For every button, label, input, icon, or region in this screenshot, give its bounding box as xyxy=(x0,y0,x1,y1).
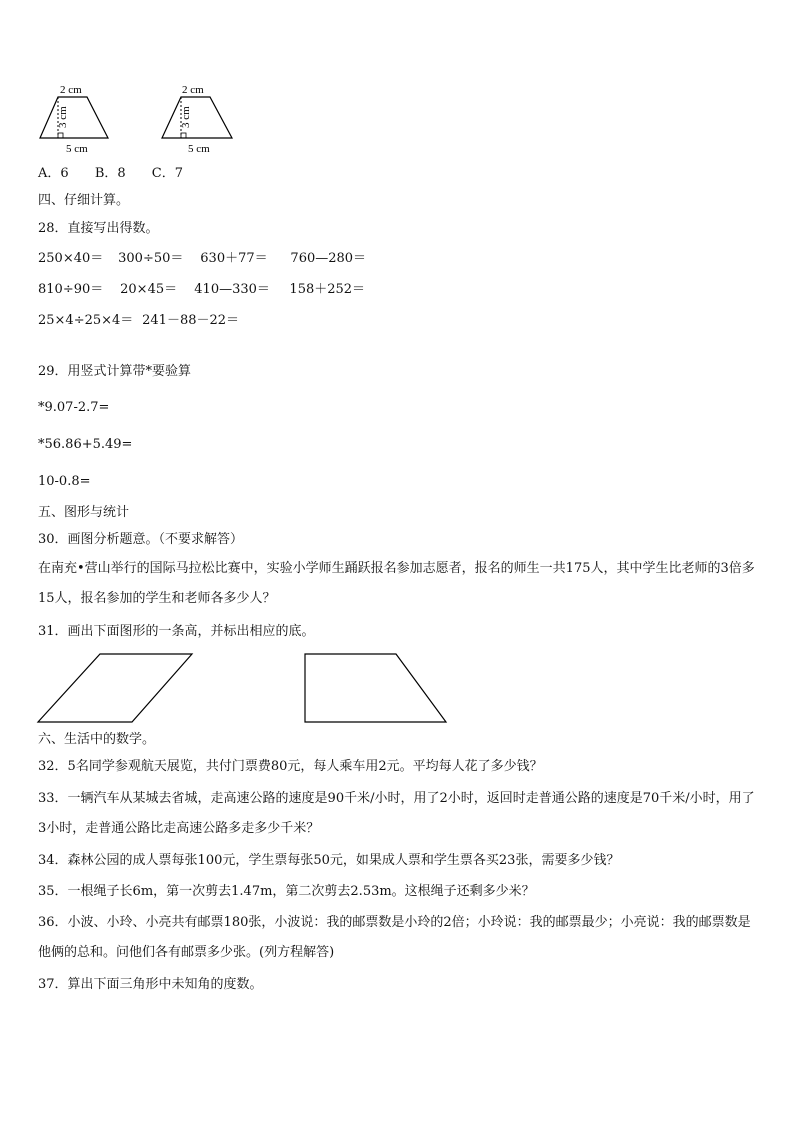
trap2-bottom-label: 5 cm xyxy=(188,143,210,155)
option-c[interactable]: C．7 xyxy=(151,166,183,181)
q34: 34．森林公园的成人票每张100元，学生票每张50元，如果成人票和学生票各买23张，需要多少钱？ xyxy=(38,853,620,868)
calc-item: 250×40＝ xyxy=(38,251,104,266)
q27-options xyxy=(38,166,183,182)
parallelogram xyxy=(38,654,192,722)
calc-item: 25×4÷25×4＝ xyxy=(38,313,134,328)
q33: 33．一辆汽车从某城去省城，走高速公路的速度是90千米/小时，用了2小时，返回时走普通公路的速度是70千米/小时，用了3小时，走普通公路比走高速公路多走多少千米？ xyxy=(38,791,755,836)
q30-title: 30．画图分析题意。（不要求解答） xyxy=(38,532,244,547)
q36: 36．小波、小玲、小亮共有邮票180张，小波说：我的邮票数是小玲的2倍；小玲说：我的邮票最少；小亮说：我的邮票数是他俩的总和。问他们各有邮票多少张。(列方程解答) xyxy=(38,915,751,960)
trapezoid-figures xyxy=(0,0,794,160)
calc-item: 20×45＝ xyxy=(120,282,178,297)
trap2-height-label: 3 cm xyxy=(180,106,192,128)
calc-item: 300÷50＝ xyxy=(118,251,184,266)
q31-title: 31．画出下面图形的一条高，并标出相应的底。 xyxy=(38,624,315,639)
calc-item: 630＋77＝ xyxy=(200,251,268,266)
section-4-heading: 四、仔细计算。 xyxy=(38,193,130,208)
calc-item: 810÷90＝ xyxy=(38,282,104,297)
q35: 35．一根绳子长6m，第一次剪去1.47m，第二次剪去2.53m。这根绳子还剩多少米？ xyxy=(38,884,535,899)
q29-item-2: *56.86+5.49= xyxy=(38,437,133,452)
q29-item-3: 10-0.8= xyxy=(38,474,91,489)
q29-title: 29．用竖式计算带*要验算 xyxy=(38,364,192,379)
calc-item: 760—280＝ xyxy=(290,251,367,266)
trap1-bottom-label: 5 cm xyxy=(66,143,88,155)
trapezoid-1 xyxy=(40,84,108,155)
calc-item: 410—330＝ xyxy=(194,282,270,297)
trap2-top-label: 2 cm xyxy=(182,84,204,96)
q29-item-1: *9.07-2.7= xyxy=(38,400,110,415)
trap1-height-label: 3 cm xyxy=(57,106,69,128)
q28-row-2 xyxy=(38,282,365,298)
q28-row-1 xyxy=(38,251,366,267)
q37: 37．算出下面三角形中未知角的度数。 xyxy=(38,977,263,992)
q28-title: 28．直接写出得数。 xyxy=(38,221,159,236)
trapezoid-2 xyxy=(162,84,232,155)
option-a[interactable]: A．6 xyxy=(38,166,69,181)
trap1-top-label: 2 cm xyxy=(60,84,82,96)
q30-text: 在南充•营山举行的国际马拉松比赛中，实验小学师生踊跃报名参加志愿者，报名的师生一共175人，其中学生比老师的3倍多15人，报名参加的学生和老师各多少人？ xyxy=(38,561,755,606)
q28-row-3 xyxy=(38,313,239,329)
calc-item: 158＋252＝ xyxy=(289,282,366,297)
right-trapezoid xyxy=(305,654,446,722)
section-6-heading: 六、生活中的数学。 xyxy=(38,732,156,747)
q32: 32．5名同学参观航天展览，共付门票费80元，每人乘车用2元。平均每人花了多少钱？ xyxy=(38,759,543,774)
q31-figures xyxy=(0,648,794,728)
calc-item: 241－88－22＝ xyxy=(142,313,240,328)
option-b[interactable]: B．8 xyxy=(94,166,126,181)
section-5-heading: 五、图形与统计 xyxy=(38,505,130,520)
